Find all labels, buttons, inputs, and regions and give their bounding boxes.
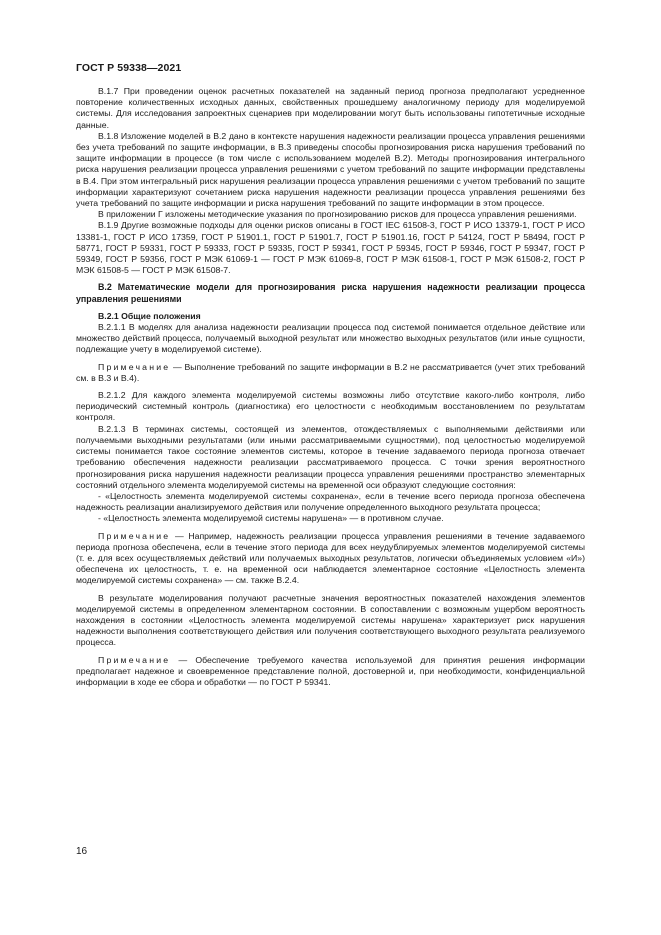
document-body [76,86,585,688]
section-heading-b2: В.2 Математические модели для прогнозирования риска нарушения надежности реализации процесса управления решениями [76,282,585,304]
note-label: Примечание [98,530,171,541]
note-label: Примечание [98,654,171,665]
document-header: ГОСТ Р 59338—2021 [76,62,182,74]
note-2 [76,531,585,587]
note-3 [76,655,585,689]
list-item-state-violated: - «Целостность элемента моделируемой системы нарушена» — в противном случае. [98,513,444,524]
note-3-text: — Обеспечение требуемого качества используемой для принятия решения информации предполагает надежное и своевременное представление полной, достоверной и, при необходимости, конфиденциальной информации в ходе ее сбора и обработки — по ГОСТ Р 59341. [76,654,585,687]
paragraph-b1-8: В.1.8 Изложение моделей в В.2 дано в контексте нарушения надежности реализации процесса управления решениями без учета требований по защите информации, в В.3 приведены способы прогнозирования риска нарушения требований по защите информации в процессе (в том числе с использованием моделей В.2). Методы прогнозирования интегрального риска нарушения реализации процесса управления решениями с учетом требований по защите информации представлены в В.4. При этом интегральный риск нарушения реализации процесса управления решениями с учетом требований по защите информации характеризуют сочетанием риска нарушения надежности реализации процесса управления решениями без учета требований по защите информации и риска нарушения требований по защите информации в этом процессе. [76,130,585,209]
paragraph-b2-1-3: В.2.1.3 В терминах системы, состоящей из элементов, отождествляемых с выполняемыми действиями или получаемыми выходными результатами (или иными рассматриваемыми сущностями), под целостностью моделируемой системы понимается такое состояние элементов системы, которое в течение задаваемого периода прогноза отвечает требованию обеспечения надежности реализации рассматриваемого процесса. С точки зрения вероятностного прогнозирования риска нарушения надежности реализации процесса управления решениями пространство элементарных состояний отдельного элемента моделируемой системы на временной оси образуют следующие состояния: [76,423,585,490]
note-2-text: — Например, надежность реализации процесса управления решениями в течение задаваемого периода прогноза обеспечена, если в течение этого периода для всех неудублируемых элементов моделируемой системы (т. е. для всех осуществляемых действий или получаемых выходных результатов, логически объединяемых условием «И») обеспечена их целостность, т. е. на временной оси наблюдается элементарное состояние «Целостность элемента моделируемой системы сохранена» — см. также В.2.4. [76,530,585,586]
paragraph-b2-1-2: В.2.1.2 Для каждого элемента моделируемой системы возможны либо отсутствие какого-либо контроля, либо периодический системный контроль (диагностика) его целостности с необходимым восстановлением по результатам контроля. [76,390,585,423]
list-item-state-preserved: - «Целостность элемента моделируемой системы сохранена», если в течение всего периода прогноза обеспечена надежность реализации анализируемого действия или получение определенного выходного результата процесса; [76,490,585,513]
paragraph-b2-1-1: В.2.1.1 В моделях для анализа надежности реализации процесса под системой понимается отдельное действие или множество действий процесса, получаемый выходной результат или множество выходных результатов (или иные сущности, подлежащие учету в моделируемой системе). [76,322,585,355]
page-number: 16 [76,846,88,857]
paragraph-b1-9: В.1.9 Другие возможные подходы для оценки рисков описаны в ГОСТ IEC 61508-3, ГОСТ Р ИСО 13379-1, ГОСТ Р ИСО 13381-1, ГОСТ Р ИСО 17359, ГОСТ Р 51901.1, ГОСТ Р 51901.7, ГОСТ Р 51901.16, ГОСТ Р 54124, ГОСТ Р 58494, ГОСТ Р 58771, ГОСТ Р 59331, ГОСТ Р 59333, ГОСТ Р 59335, ГОСТ Р 59341, ГОСТ Р 59345, ГОСТ Р 59346, ГОСТ Р 59347, ГОСТ Р 59349, ГОСТ Р 59356, ГОСТ Р МЭК 61069-1 — ГОСТ Р МЭК 61069-8, ГОСТ Р МЭК 61508-1, ГОСТ Р МЭК 61508-2, ГОСТ Р МЭК 61508-5 — ГОСТ Р МЭК 61508-7. [76,220,585,276]
paragraph-modeling-results: В результате моделирования получают расчетные значения вероятностных показателей нахождения элементов моделируемой системы в определенном элементарном состоянии. В сопоставлении с возможным ущербом вероятность нахождения в состоянии «Целостность элемента моделируемой системы нарушена» характеризует риск нарушения надежности выполнения соответствующего действия или получения соответствующего выходного результата реализуемого процесса. [76,592,585,648]
subsection-heading-b2-1: В.2.1 Общие положения [98,310,201,321]
note-label: Примечание [98,361,171,372]
note-1 [76,362,585,384]
paragraph-appendix-g: В приложении Г изложены методические указания по прогнозированию рисков для процесса управления решениями. [98,209,577,220]
note-1-text: — Выполнение требований по защите информации в В.2 не рассматривается (учет этих требований см. в В.3 и В.4). [76,361,585,383]
paragraph-b1-7: В.1.7 При проведении оценок расчетных показателей на заданный период прогноза предполагают усредненное повторение количественных исходных данных, свойственных прошедшему аналогичному периоду для моделируемой системы. Для исследования запроектных сценариев при моделировании могут быть использованы гипотетичные исходные данные. [76,86,585,130]
